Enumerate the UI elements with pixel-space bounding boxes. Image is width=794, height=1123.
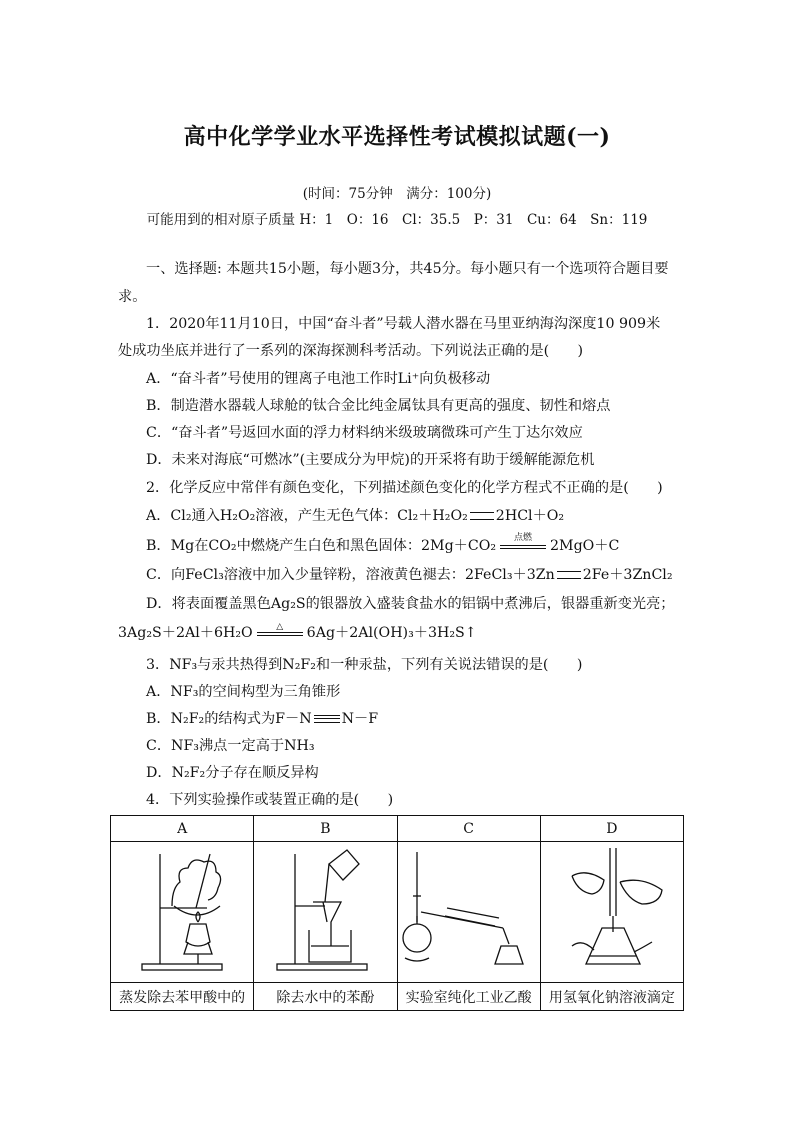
condition-label: 点燃 bbox=[514, 533, 533, 543]
q1-option-b: B．制造潜水器载人球舱的钛合金比纯金属钛具有更高的强度、韧性和熔点 bbox=[146, 398, 611, 414]
caption-b: 除去水中的苯酚 bbox=[254, 983, 397, 1011]
q3-option-d: D．N₂F₂分子存在顺反异构 bbox=[146, 765, 319, 781]
apparatus-table bbox=[110, 815, 684, 1011]
caption-d: 用氢氧化钠溶液滴定 bbox=[540, 983, 683, 1011]
q1-option-d: D．未来对海底“可燃冰”(主要成分为甲烷)的开采将有助于缓解能源危机 bbox=[146, 452, 595, 468]
q2-option-d-line2 bbox=[118, 623, 477, 643]
caption-a: 蒸发除去苯甲酸中的 bbox=[111, 983, 254, 1011]
figure-a-cell bbox=[111, 842, 254, 983]
distillation-apparatus-figure bbox=[399, 846, 539, 978]
q2-c-left: C．向FeCl₃溶液中加入少量锌粉，溶液黄色褪去：2FeCl₃＋3Zn bbox=[146, 567, 555, 583]
heating-arrow bbox=[257, 622, 303, 639]
header-b: B bbox=[254, 816, 397, 842]
header-c: C bbox=[397, 816, 540, 842]
q2-b-right: 2MgO＋C bbox=[550, 538, 620, 554]
q2-option-d-line1: D．将表面覆盖黑色Ag₂S的银器放入盛装食盐水的铝锅中煮沸后，银器重新变光亮； bbox=[146, 596, 675, 612]
q2-option-a bbox=[146, 505, 564, 525]
q2-b-left: B．Mg在CO₂中燃烧产生白色和黑色固体：2Mg＋CO₂ bbox=[146, 538, 497, 554]
triple-bond bbox=[314, 715, 340, 723]
header-d: D bbox=[540, 816, 683, 842]
filtration-apparatus-figure bbox=[255, 846, 395, 978]
q2-a-right: 2HCl＋O₂ bbox=[495, 508, 565, 524]
atomic-masses: 可能用到的相对原子质量 H：1 O：16 Cl：35.5 P：31 Cu：64 Sn：119 bbox=[146, 212, 648, 228]
q2-c-right: 2Fe＋3ZnCl₂ bbox=[582, 567, 673, 583]
q3-option-c: C．NF₃沸点一定高于NH₃ bbox=[146, 738, 315, 754]
q3-b-right: N－F bbox=[341, 711, 379, 727]
section1-line2: 求。 bbox=[118, 289, 147, 305]
q2-d-left: 3Ag₂S＋2Al＋6H₂O bbox=[118, 625, 253, 641]
condition-label: △ bbox=[276, 622, 284, 632]
q2-option-b bbox=[146, 535, 619, 555]
q1-stem-line2: 处成功坐底并进行了一系列的深海探测科考活动。下列说法正确的是( ) bbox=[118, 343, 584, 359]
q4-stem: 4．下列实验操作或装置正确的是( ) bbox=[146, 792, 394, 808]
page-title: 高中化学学业水平选择性考试模拟试题(一) bbox=[183, 124, 611, 150]
evaporation-apparatus-figure bbox=[112, 846, 252, 978]
q2-d-right: 6Ag＋2Al(OH)₃＋3H₂S↑ bbox=[306, 625, 477, 641]
section1-line1: 一、选择题: 本题共15小题，每小题3分，共45分。每小题只有一个选项符合题目要 bbox=[146, 261, 669, 277]
reaction-condition-arrow bbox=[500, 533, 546, 552]
q1-option-a: A．“奋斗者”号使用的锂离子电池工作时Li⁺向负极移动 bbox=[146, 371, 491, 387]
exam-time: (时间：75分钟 满分：100分) bbox=[302, 186, 492, 202]
figure-c-cell bbox=[397, 842, 540, 983]
q2-stem: 2．化学反应中常伴有颜色变化，下列描述颜色变化的化学方程式不正确的是( ) bbox=[146, 480, 663, 496]
q1-option-c: C．“奋斗者”号返回水面的浮力材料纳米级玻璃微珠可产生丁达尔效应 bbox=[146, 425, 583, 441]
q3-stem: 3．NF₃与汞共热得到N₂F₂和一种汞盐，下列有关说法错误的是( ) bbox=[146, 657, 583, 673]
figure-b-cell bbox=[254, 842, 397, 983]
q3-option-b bbox=[146, 708, 378, 728]
header-a: A bbox=[111, 816, 254, 842]
q2-a-left: A．Cl₂通入H₂O₂溶液，产生无色气体：Cl₂＋H₂O₂ bbox=[146, 508, 468, 524]
q3-b-left: B．N₂F₂的结构式为F－N bbox=[146, 711, 312, 727]
titration-apparatus-figure bbox=[542, 846, 682, 978]
equals-sign bbox=[470, 512, 494, 520]
figure-d-cell bbox=[540, 842, 683, 983]
caption-c: 实验室纯化工业乙酸 bbox=[397, 983, 540, 1011]
q1-stem-line1: 1．2020年11月10日，中国“奋斗者”号载人潜水器在马里亚纳海沟深度10 909米 bbox=[146, 316, 661, 332]
q2-option-c bbox=[146, 564, 673, 584]
equals-sign bbox=[557, 571, 581, 579]
q3-option-a: A．NF₃的空间构型为三角锥形 bbox=[146, 684, 341, 700]
